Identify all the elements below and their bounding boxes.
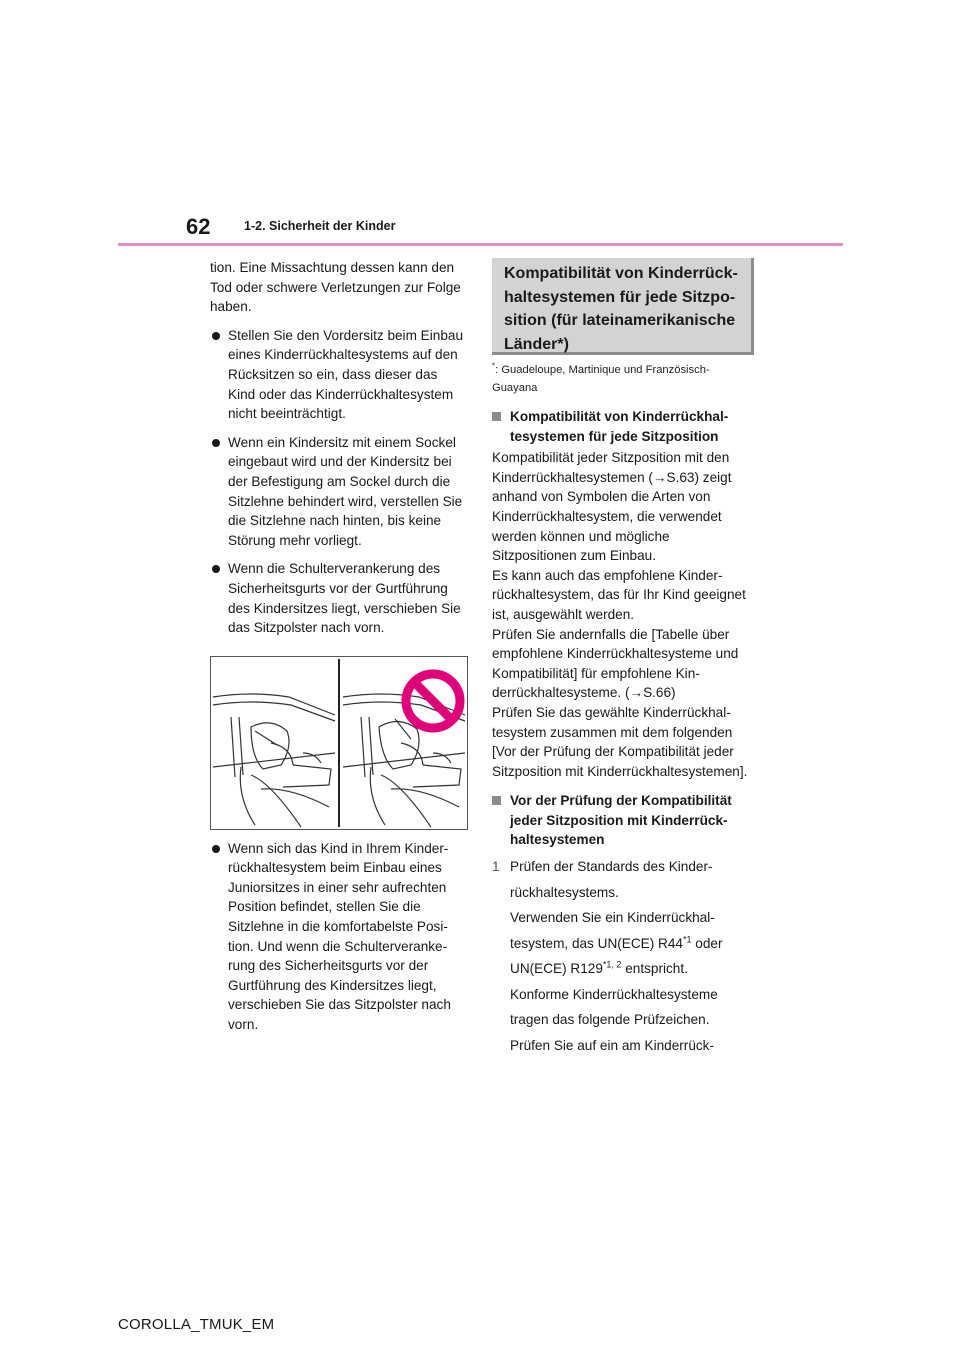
subheading-text: Vor der Prüfung der Kompatibilität jeder Sitzposition mit Kinderrückhaltesystemen xyxy=(510,793,732,848)
step-number: 1 xyxy=(492,859,500,875)
subheading-text: Kompatibilität von Kinderrückhaltesystemen für jede Sitzposition xyxy=(510,409,729,444)
paragraph: Es kann auch das empfohlene Kinderrückhaltesystem, das für Ihr Kind geeignet ist, ausgewählt werden. xyxy=(492,567,746,622)
step-text: Prüfen der Standards des Kinderrückhaltesystems. xyxy=(510,859,713,900)
paragraph: Prüfen Sie andernfalls die [Tabelle über empfohlene Kinderrückhaltesysteme und Kompatibilität] für empfohlene Kinderrückhaltesysteme. (→S.66) xyxy=(492,626,739,701)
step-1 xyxy=(492,854,754,1058)
square-bullet-icon xyxy=(492,412,501,421)
footnote-text: : Guadeloupe, Martinique und Französisch-Guayana xyxy=(492,364,710,394)
bullet-item: Wenn ein Kindersitz mit einem Sockel eingebaut wird und der Kindersitz bei der Befestigung am Sockel durch die Sitzlehne behindert wird, verstellen Sie die Sitzlehne nach hinten, bis keine Störung mehr vorliegt. xyxy=(210,433,468,551)
document-code: COROLLA_TMUK_EM xyxy=(118,1316,275,1333)
square-bullet-icon xyxy=(492,796,501,805)
intro-text: tion. Eine Missachtung dessen kann den Tod oder schwere Verletzungen zur Folge haben. xyxy=(210,260,461,315)
bullet-list xyxy=(210,326,468,638)
step-text-standards: Verwenden Sie ein Kinderrückhaltesystem, das UN(ECE) R44$^{*1}$ oder UN(ECE) R129$^{*1, 2}$ entspricht. xyxy=(510,910,723,977)
bullet-item: Wenn die Schulterverankerung des Sicherheitsgurts vor der Gurtführung des Kindersitzes liegt, verschieben Sie das Sitzpolster nach vorn. xyxy=(210,559,468,637)
subheading-before-check xyxy=(492,791,754,850)
paragraph: Prüfen Sie das gewählte Kinderrückhaltesystem zusammen mit dem folgenden [Vor der Prüfung der Kompatibilität jeder Sitzposition mit Kinderrückhaltesystemen]. xyxy=(492,704,748,779)
step-text: Konforme Kinderrückhaltesysteme tragen das folgende Prüfzeichen. xyxy=(510,986,718,1028)
paragraph: Kompatibilität jeder Sitzposition mit den Kinderrückhaltesystemen (→S.63) zeigt anhand von Symbolen die Arten von Kinderrückhaltesystem, die verwendet werden können und mögliche Sitzpositionen zum Einbau. xyxy=(492,450,732,564)
bullet-list-2 xyxy=(210,839,468,1035)
bullet-item: Stellen Sie den Vordersitz beim Einbau eines Kinderrückhaltesystems auf den Rücksitzen so ein, dass dieser das Kind oder das Kinderrückhaltesystem nicht beeinträchtigt. xyxy=(210,326,468,424)
right-column xyxy=(492,258,754,1058)
step-text: Prüfen Sie auf ein am Kinderrück- xyxy=(510,1037,715,1053)
footnote-mark: * xyxy=(492,361,496,371)
section-title: 1-2. Sicherheit der Kinder xyxy=(244,219,396,233)
seat-illustration xyxy=(210,656,468,830)
section-heading-box: Kompatibilität von Kinderrückhaltesystemen für jede Sitzposition (für lateinamerikanische Länder*) xyxy=(492,258,754,355)
left-column xyxy=(210,258,468,1035)
page-number: 62 xyxy=(186,214,211,239)
footnote xyxy=(492,361,754,397)
subheading-compatibility xyxy=(492,407,754,446)
prohibition-icon xyxy=(406,674,460,728)
header-rule xyxy=(118,243,843,246)
bullet-item: Wenn sich das Kind in Ihrem Kinderrückhaltesystem beim Einbau eines Juniorsitzes in einer sehr aufrechten Position befindet, stellen Sie die Sitzlehne in die komfortabelste Position. Und wenn die Schulterverankerung des Sicherheitsgurts vor der Gurtführung des Kindersitzes liegt, verschieben Sie das Sitzpolster nach vorn. xyxy=(210,839,468,1035)
seat-illustration-drawing xyxy=(211,657,467,829)
